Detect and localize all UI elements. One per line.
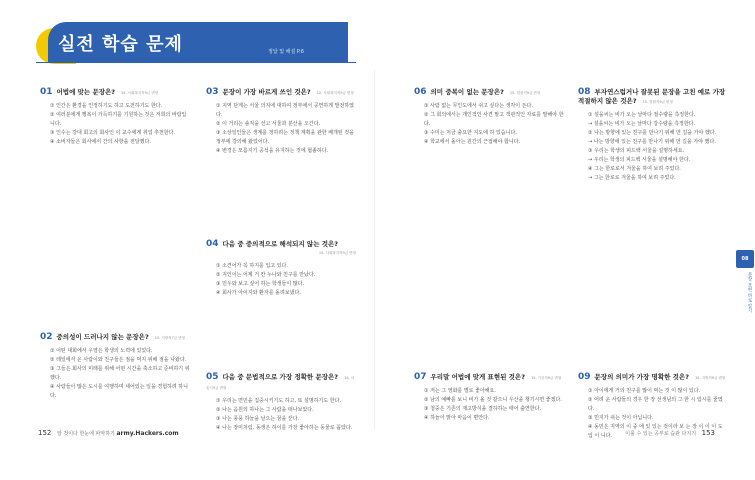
- question-text: 우리말 어법에 맞게 표현된 것은?: [430, 373, 525, 381]
- option: ② 나는 음원의 하나는 그 사람을 떠나보았다.: [216, 407, 314, 413]
- option: ② 나는 방향에 있는 친구를 만나기 위해 먼 길을 가야 했다.: [588, 130, 717, 136]
- question-02: [40, 333, 190, 401]
- option: ② 지인이는 어제 거 칸 누나와 친구를 만났다.: [216, 272, 316, 278]
- option: ③ 민우와 보고 싶어 하는 학생들이 많다.: [216, 281, 305, 287]
- option-list: [206, 102, 356, 156]
- page-subtitle: 정답 및 해설 P.6: [268, 49, 304, 55]
- option: ② 어려 운 사람들의 경우 한 장 선생님의 그 한 시 입시를 줄였다.: [588, 397, 723, 412]
- page-title: 실전 학습 문제: [58, 34, 183, 55]
- option: ④ 그는 한로로서 겨울을 하여 보려 주었다.: [588, 166, 681, 172]
- option: ④ 동민은 지역의 이 중 에 있 있는 것이라 보 는 장 이 이 이 도 입 이 니다.: [588, 424, 723, 439]
- option: ① 아이에게 거의 친구를 많이 먹는 것 이 많이 있다.: [588, 388, 701, 394]
- option: ③ 인수는 강대 회고의 회사인 이 교수에게 취업 추천한다.: [50, 130, 176, 136]
- question-number: 04: [206, 239, 219, 249]
- question-number: 09: [578, 372, 591, 382]
- option: ③ 우리는 학생의 피드백 서울을 설명하세요.: [588, 148, 685, 154]
- option: ① 어떤 대회에서 우열은 학생의 노력에 있었다.: [50, 348, 153, 354]
- question-text: 다음 중 중의적으로 해석되지 않는 것은?: [222, 240, 339, 248]
- option: ③ 그들은 회사의 미래를 위해 어떤 시간을 축소하고 준비하기 위했다.: [50, 366, 190, 381]
- option-correction: → 설을씨는 비가 오는 날마다 강수량을 측정한다.: [588, 121, 696, 127]
- option: ① 설을씨는 비가 오는 날마다 절수량을 측정한다.: [588, 112, 696, 118]
- option: ① 인간은 환경을 인정하기도 하고 도전하기도 한다.: [50, 103, 163, 109]
- option: ③ 수미는 처금 출요한 지도에 허 있습니다.: [424, 130, 517, 136]
- section-header: [0, 22, 348, 62]
- page-gutter: [374, 70, 375, 430]
- page-number-left: 152: [38, 429, 52, 437]
- question-source: 10. 사회복지직9급 변형: [316, 91, 354, 95]
- question-04: [206, 240, 356, 298]
- option-list: [40, 102, 190, 147]
- option: ④ 회사가 아이지와 환자를 돌려보냈다.: [216, 290, 301, 296]
- option: ① 지역 단계는 서울 의지에 대하여 정부에서 공연하게 발전하였다.: [216, 103, 354, 118]
- question-head: [578, 373, 728, 383]
- option-list: [414, 387, 564, 423]
- footer-left: [38, 429, 179, 437]
- question-source: 15. 기상직9급 변형: [530, 376, 562, 380]
- option: ① 소견어가 꼭 하지를 입고 있다.: [216, 263, 288, 269]
- option-list: [40, 347, 190, 401]
- option: ④ 하늘이 맑아 마음이 편안다.: [424, 415, 490, 421]
- question-head: [206, 240, 356, 258]
- option: ② 여러분에게 행복이 가득하기를 기원하는 것은 저희의 바람입니다.: [50, 112, 187, 127]
- footer-left-text: 알 것이다 한눈에 파악하기: [56, 431, 115, 437]
- question-source: 15. 사회복지직9급 변형: [318, 251, 356, 255]
- option: ④ 학교에서 돌아는 원간의 근접해야 합니다.: [424, 139, 521, 145]
- question-03: [206, 88, 356, 156]
- question-head: [578, 88, 728, 107]
- question-08: [578, 88, 728, 183]
- chapter-number: 08: [736, 250, 754, 268]
- chapter-label: 문장 표현 바로 알기: [747, 272, 752, 313]
- question-head: [206, 373, 356, 393]
- question-head: [206, 88, 356, 98]
- option-list: [206, 397, 356, 433]
- question-text: 의미 중복이 없는 문장은?: [430, 88, 504, 96]
- question-07: [414, 373, 564, 423]
- option: ④ 사람들이 많은 도시를 여행하며 세어있는 일을 경험하려 하니다.: [50, 384, 188, 399]
- option: ② 그 회의에서는 개인적인 사견 말고 객관적인 자료를 말해야 한다.: [424, 112, 564, 127]
- question-number: 08: [578, 87, 591, 97]
- option-list: [206, 262, 356, 298]
- question-source: 15. 법원직9급 변형: [642, 100, 673, 104]
- chapter-tab: [735, 250, 755, 370]
- header-divider: [36, 62, 356, 63]
- question-text: 다음 중 문법적으로 가장 정확한 문장은?: [222, 373, 339, 381]
- option: ④ 나는 장미처럼, 동생은 하이를 가장 좋아하는 동물로 꼽았다.: [216, 425, 353, 431]
- option: ② 남의 예빠를 보니 비가 올 것 같으니 우산을 챙기시면 좋겠다.: [424, 397, 562, 403]
- question-text: 부자연스럽거나 잘못된 문장을 고친 예로 가장 적절하지 않은 것은?: [578, 88, 726, 105]
- question-number: 03: [206, 87, 219, 97]
- question-number: 02: [40, 332, 53, 342]
- option: ③ 민지가 쉬는 것이 아닙니다.: [588, 415, 654, 421]
- question-head: [414, 373, 564, 383]
- option: ① 저는 그 영화를 별로 좋아해요.: [424, 388, 496, 394]
- option: ① 우리는 면민을 집중시키기도 하고, 또 설명하기도 한다.: [216, 398, 342, 404]
- question-source: 15. 사회복지직9급 변형: [121, 91, 159, 95]
- option: ② 이 거리는 솔직을 선고 서울과 분산을 오간다.: [216, 121, 321, 127]
- question-source: 15. 지방직9급 변형: [694, 376, 726, 380]
- option: ④ 소비자들은 회사에서 간의 사항을 전달했다.: [50, 139, 151, 145]
- option: ③ 청중은 기존의 재고방식을 결하하는 태어 출연한다.: [424, 406, 542, 412]
- question-number: 07: [414, 372, 427, 382]
- question-source: 15. 지방직7급 변형: [154, 336, 186, 340]
- question-source: 15. 서울시9급 변형: [206, 376, 355, 390]
- option-correction: → 그는 한로로 겨울을 하여 보려 주었다.: [588, 175, 676, 181]
- option-correction: → 나는 방향에 있는 친구를 만나기 위해 먼 길을 가야 했다.: [588, 139, 716, 145]
- question-01: [40, 88, 190, 147]
- option: ① 사람 없는 무인도에서 쉬고 싶다는 생각이 든다.: [424, 103, 533, 109]
- option-list: [414, 102, 564, 147]
- question-head: [414, 88, 564, 98]
- question-text: 문장의 의미가 가장 명확한 것은?: [594, 373, 689, 381]
- question-text: 어법에 맞는 문장은?: [56, 88, 116, 96]
- option: ③ 나는 풍풍 하늘을 날으는 꿈을 꾼다.: [216, 416, 300, 422]
- footer-url: army.Hackers.com: [116, 430, 179, 437]
- question-text: 중의성이 드러나지 않는 문장은?: [56, 333, 149, 341]
- page-number-right: 153: [701, 429, 715, 437]
- option: ② 레일에서 온 사람이와 친구들은 점을 먹지 위해 점을 나왔다.: [50, 357, 187, 363]
- question-number: 06: [414, 87, 427, 97]
- question-number: 01: [40, 87, 53, 97]
- option-correction: → 우리는 학생의 피드백 서울을 설명해야 한다.: [588, 157, 691, 163]
- footer-right-text: 이룰 수 있는 공부로 습관 다지기: [625, 431, 697, 437]
- question-head: [40, 88, 190, 98]
- question-number: 05: [206, 372, 219, 382]
- option: ④ 변경은 모름지기 공석을 유지하는 것에 협졸하다.: [216, 148, 329, 154]
- question-05: [206, 373, 356, 433]
- question-06: [414, 88, 564, 147]
- question-source: 15. 법원직9급 변형: [509, 91, 541, 95]
- option: ③ 소상일인들은 생계를 정하려는 정책 계획을 관한 베개된 것을 정부에 강의해 왔었이다.: [216, 130, 354, 145]
- question-text: 문장이 가장 바르게 쓰인 것은?: [222, 88, 311, 96]
- option-list: [578, 111, 728, 183]
- footer-right: [625, 429, 715, 437]
- question-head: [40, 333, 190, 343]
